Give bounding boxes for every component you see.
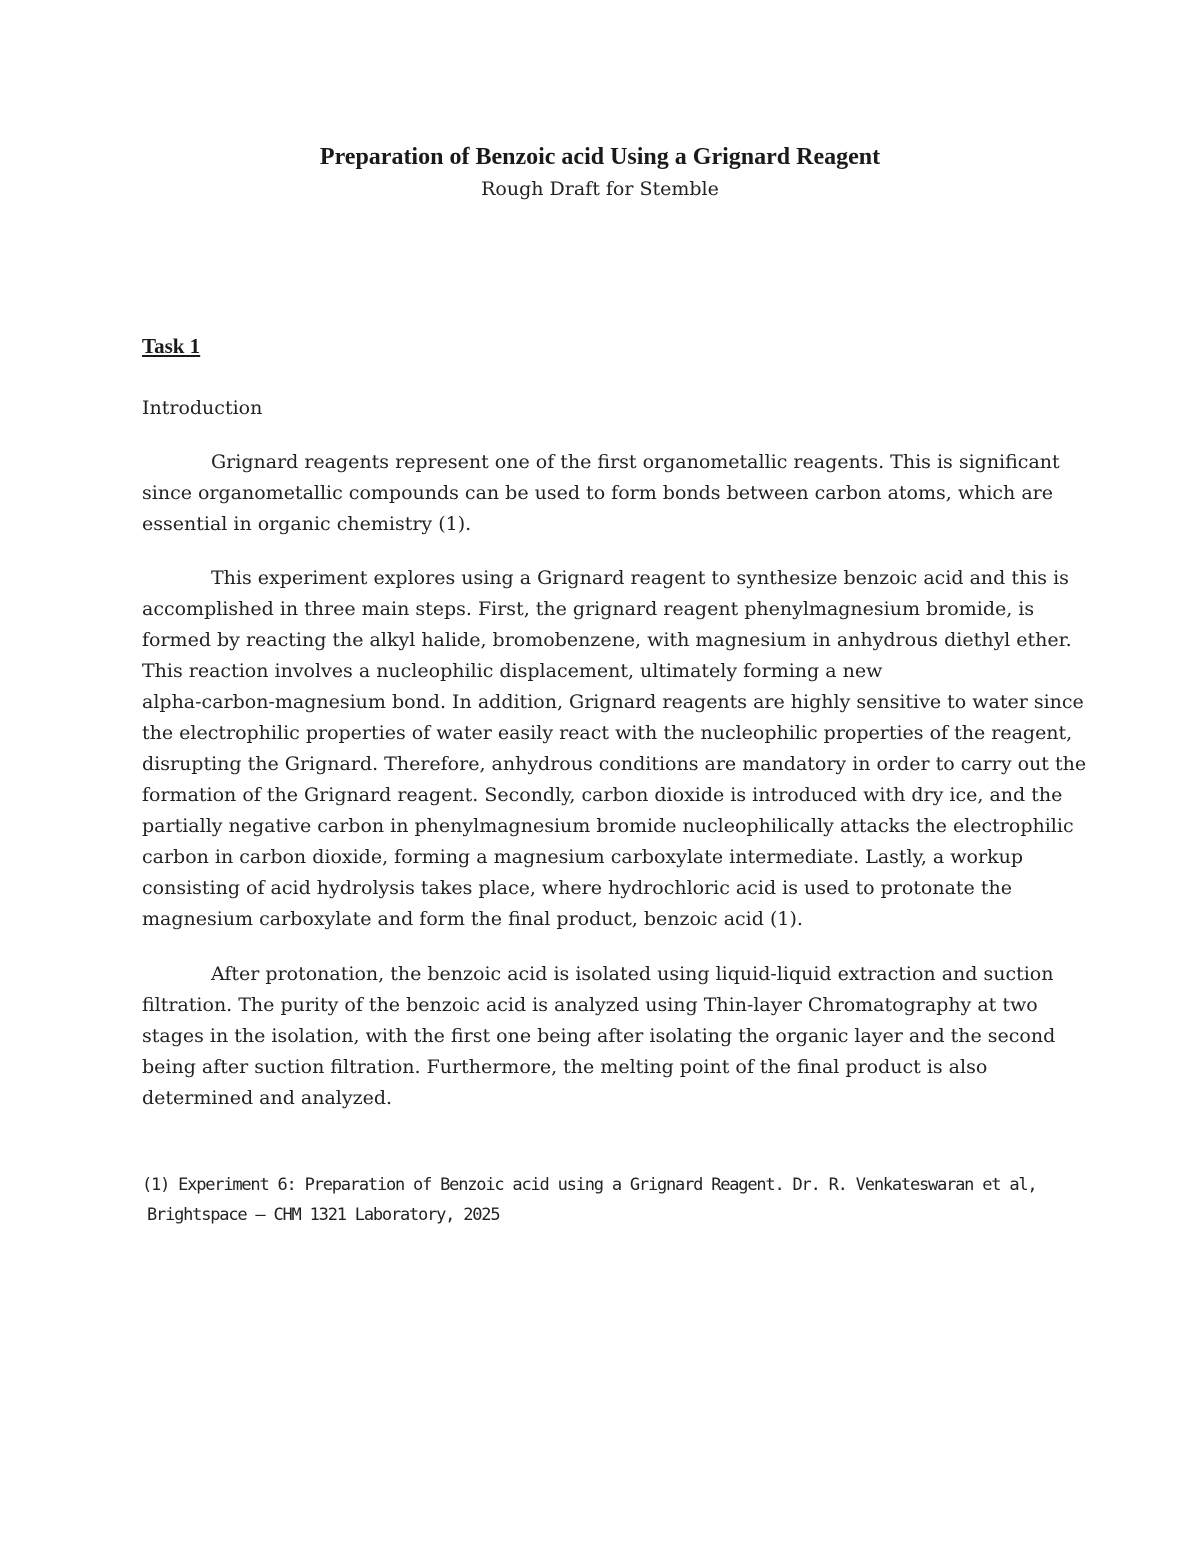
- paragraph-1: [142, 447, 1062, 540]
- paragraph-line: stages in the isolation, with the first one being after isolating the organic layer and the second: [142, 1025, 1056, 1047]
- paragraph-line: filtration. The purity of the benzoic acid is analyzed using Thin-layer Chromatography at two: [142, 994, 1038, 1016]
- reference-line: Brightspace – CHM 1321 Laboratory, 2025: [147, 1205, 500, 1225]
- subsection-heading: Introduction: [142, 397, 263, 419]
- reference-list: [142, 1170, 1036, 1230]
- paragraph-line: carbon in carbon dioxide, forming a magnesium carboxylate intermediate. Lastly, a workup: [142, 846, 1023, 868]
- paragraph-line: This experiment explores using a Grignard reagent to synthesize benzoic acid and this is: [211, 567, 1069, 589]
- paragraph-line: being after suction filtration. Furthermore, the melting point of the final product is also: [142, 1056, 988, 1078]
- paragraph-line: partially negative carbon in phenylmagnesium bromide nucleophilically attacks the electrophilic: [142, 815, 1074, 837]
- paragraph-line: formed by reacting the alkyl halide, bromobenzene, with magnesium in anhydrous diethyl ether.: [142, 629, 1072, 651]
- paragraph-line: consisting of acid hydrolysis takes place, where hydrochloric acid is used to protonate the: [142, 877, 1012, 899]
- paragraph-line: This reaction involves a nucleophilic displacement, ultimately forming a new: [142, 660, 883, 682]
- paragraph-line: accomplished in three main steps. First, the grignard reagent phenylmagnesium bromide, is: [142, 598, 1035, 620]
- paragraph-line: the electrophilic properties of water easily react with the nucleophilic properties of the reagent,: [142, 722, 1073, 744]
- paragraph-line: essential in organic chemistry (1).: [142, 513, 472, 535]
- paragraph-line: After protonation, the benzoic acid is isolated using liquid-liquid extraction and suction: [211, 963, 1054, 985]
- paragraph-line: Grignard reagents represent one of the first organometallic reagents. This is significant: [211, 451, 1060, 473]
- paragraph-line: determined and analyzed.: [142, 1087, 393, 1109]
- reference-line: (1) Experiment 6: Preparation of Benzoic acid using a Grignard Reagent. Dr. R. Venkateswaran et al,: [142, 1175, 1037, 1195]
- paragraph-line: since organometallic compounds can be used to form bonds between carbon atoms, which are: [142, 482, 1053, 504]
- document-subtitle: Rough Draft for Stemble: [481, 178, 719, 200]
- paragraph-line: alpha-carbon-magnesium bond. In addition, Grignard reagents are highly sensitive to water since: [142, 691, 1084, 713]
- section-heading: Task 1: [142, 334, 201, 358]
- paragraph-line: disrupting the Grignard. Therefore, anhydrous conditions are mandatory in order to carry out the: [142, 753, 1087, 775]
- paragraph-line: formation of the Grignard reagent. Secondly, carbon dioxide is introduced with dry ice, and the: [142, 784, 1063, 806]
- paragraph-3: [142, 959, 1062, 1114]
- paragraph-line: magnesium carboxylate and form the final product, benzoic acid (1).: [142, 908, 803, 930]
- paragraph-2: [142, 563, 1087, 935]
- document-title: Preparation of Benzoic acid Using a Grignard Reagent: [319, 144, 881, 170]
